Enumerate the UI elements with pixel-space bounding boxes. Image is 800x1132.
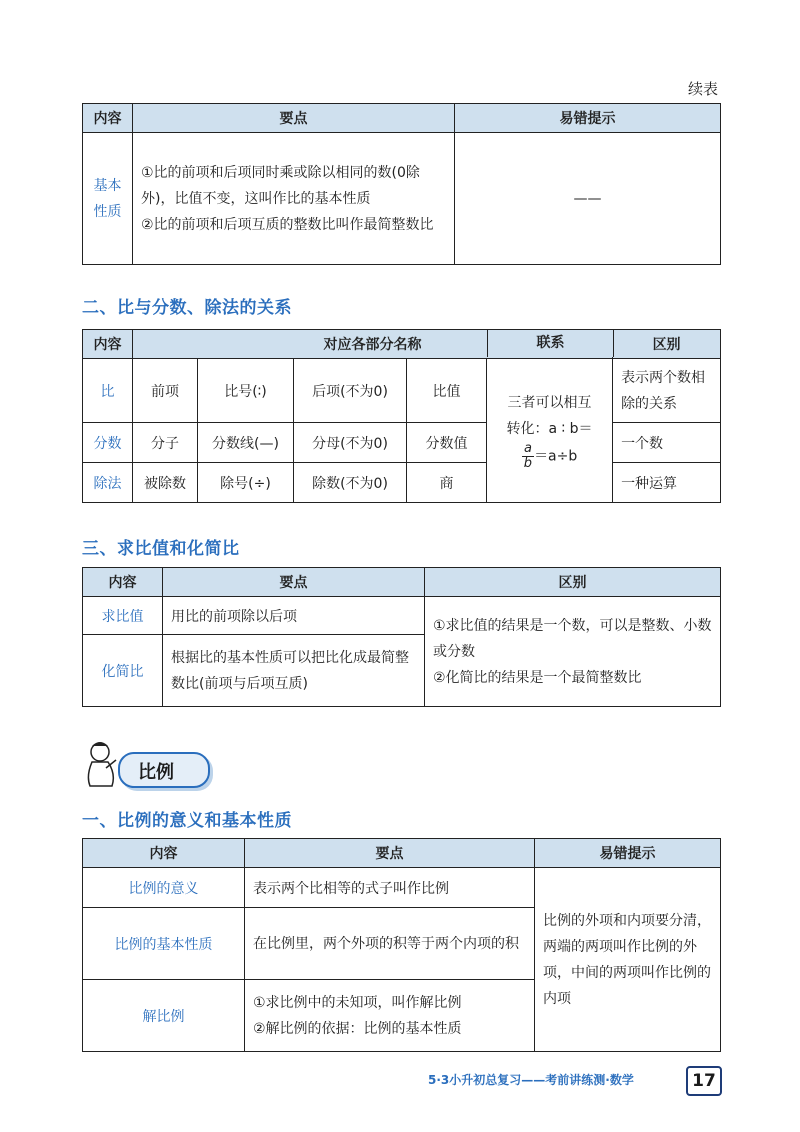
row-label-division: 除法 bbox=[83, 463, 133, 503]
point-1: ①求比例中的未知项，叫作解比例 bbox=[253, 994, 462, 1011]
header-points: 要点 bbox=[245, 839, 535, 868]
basic-property-table bbox=[82, 103, 721, 265]
relation-line2: 转化：a ∶ b＝ bbox=[506, 421, 593, 437]
point-1: ①比的前项和后项同时乘或除以相同的数(0除外)，比值不变，这叫作比的基本性质 bbox=[141, 164, 420, 207]
cell: 比值 bbox=[407, 359, 487, 423]
ratio-badge bbox=[118, 752, 210, 788]
cell: 分子 bbox=[133, 423, 198, 463]
header-difference: 区别 bbox=[425, 568, 721, 597]
difference-2: ②化简比的结果是一个最简整数比 bbox=[433, 669, 642, 686]
point-cell: 表示两个比相等的式子叫作比例 bbox=[245, 868, 535, 908]
relation-cell bbox=[487, 359, 613, 503]
row-label-ratio: 比 bbox=[83, 359, 133, 423]
row-label: 解比例 bbox=[83, 980, 245, 1052]
header-content: 内容 bbox=[83, 104, 133, 133]
row-label: 比例的基本性质 bbox=[83, 908, 245, 980]
cell: 除号(÷) bbox=[198, 463, 294, 503]
points-cell bbox=[133, 133, 455, 265]
header-content: 内容 bbox=[83, 330, 133, 359]
cell: 分数值 bbox=[407, 423, 487, 463]
fraction-denominator: b bbox=[523, 456, 533, 471]
relation-formula bbox=[491, 442, 608, 471]
page-number: 17 bbox=[686, 1066, 722, 1096]
relation-header-overlay bbox=[487, 330, 614, 357]
cell: 商 bbox=[407, 463, 487, 503]
section3-title: 三、求比值和化简比 bbox=[82, 539, 240, 559]
ratio-value-simplify-table bbox=[82, 567, 721, 707]
cell: 被除数 bbox=[133, 463, 198, 503]
relation-header-label: 联系 bbox=[536, 335, 565, 351]
cell: 除数(不为0) bbox=[294, 463, 407, 503]
header-content: 内容 bbox=[83, 568, 163, 597]
header-difference: 区别 bbox=[613, 330, 721, 359]
tip-cell: —— bbox=[455, 133, 721, 265]
relation-line1: 三者可以相互 bbox=[507, 395, 592, 411]
header-tips: 易错提示 bbox=[535, 839, 721, 868]
difference-1: ①求比值的结果是一个数，可以是整数、小数或分数 bbox=[433, 617, 712, 660]
continued-label: 续表 bbox=[687, 80, 718, 98]
section4-title: 一、比例的意义和基本性质 bbox=[82, 811, 292, 831]
point-2: ②比的前项和后项互质的整数比叫作最简整数比 bbox=[141, 216, 434, 233]
row-label: 基本性质 bbox=[83, 133, 133, 265]
point-cell: 根据比的基本性质可以把比化成最简整数比(前项与后项互质) bbox=[163, 635, 425, 707]
cell: 前项 bbox=[133, 359, 198, 423]
diff-cell: 表示两个数相除的关系 bbox=[613, 359, 721, 423]
row-label: 比例的意义 bbox=[83, 868, 245, 908]
header-names: 对应各部分名称 bbox=[133, 330, 613, 359]
diff-cell: 一种运算 bbox=[613, 463, 721, 503]
fraction bbox=[522, 442, 534, 471]
header-points: 要点 bbox=[133, 104, 455, 133]
header-tips: 易错提示 bbox=[455, 104, 721, 133]
point-cell: 在比例里，两个外项的积等于两个内项的积 bbox=[245, 908, 535, 980]
cell: 分数线(—) bbox=[198, 423, 294, 463]
header-points: 要点 bbox=[163, 568, 425, 597]
footer-book-title: 5·3小升初总复习——考前讲练测·数学 bbox=[428, 1073, 634, 1087]
row-label: 化简比 bbox=[83, 635, 163, 707]
relation-tail: ＝a÷b bbox=[534, 448, 578, 465]
tip-cell: 比例的外项和内项要分清，两端的两项叫作比例的外项，中间的两项叫作比例的内项 bbox=[535, 868, 721, 1052]
header-content: 内容 bbox=[83, 839, 245, 868]
row-label-fraction: 分数 bbox=[83, 423, 133, 463]
row-label: 求比值 bbox=[83, 597, 163, 635]
proportion-table bbox=[82, 838, 721, 1052]
cell: 比号(∶) bbox=[198, 359, 294, 423]
cell: 后项(不为0) bbox=[294, 359, 407, 423]
ratio-fraction-division-table bbox=[82, 329, 721, 503]
section2-title: 二、比与分数、除法的关系 bbox=[82, 298, 292, 318]
cell: 分母(不为0) bbox=[294, 423, 407, 463]
point-2: ②解比例的依据：比例的基本性质 bbox=[253, 1020, 462, 1037]
diff-cell: 一个数 bbox=[613, 423, 721, 463]
difference-cell bbox=[425, 597, 721, 707]
fraction-numerator: a bbox=[522, 442, 534, 457]
point-cell bbox=[245, 980, 535, 1052]
badge-label: 比例 bbox=[138, 762, 174, 783]
point-cell: 用比的前项除以后项 bbox=[163, 597, 425, 635]
